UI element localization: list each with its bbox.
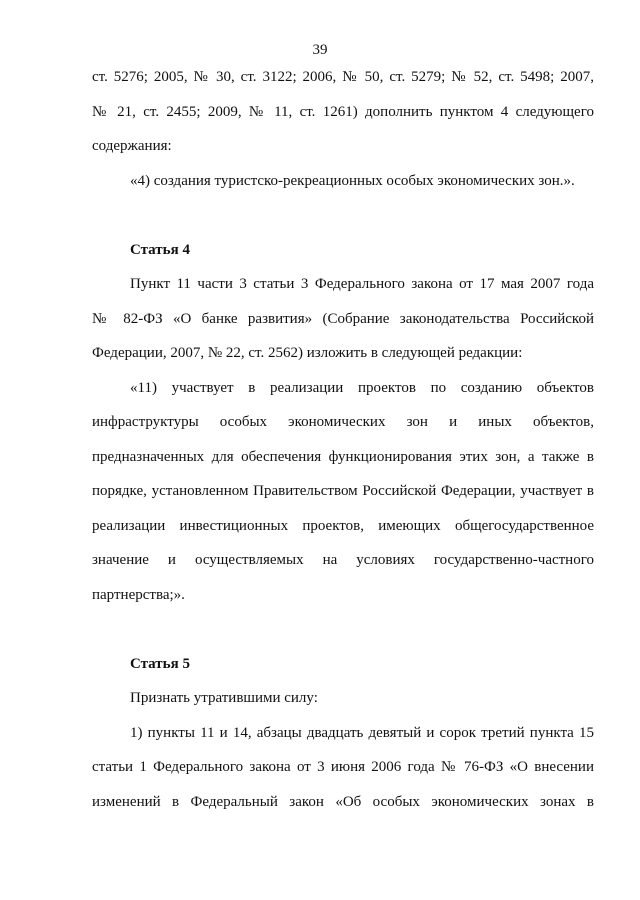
text-line: 1) пункты 11 и 14, абзацы двадцать девятый и сорок третий пункта 15 xyxy=(130,724,594,741)
text-line: «4) создания туристско-рекреационных особых экономических зон.». xyxy=(130,172,575,189)
text-line: Федерации, 2007, № 22, ст. 2562) изложить в следующей редакции: xyxy=(92,345,523,361)
text-line: Признать утратившими силу: xyxy=(130,690,318,706)
text-line: ст. 5276; 2005, № 30, ст. 3122; 2006, № 50, ст. 5279; № 52, ст. 5498; 2007, xyxy=(92,69,594,85)
text-line: изменений в Федеральный закон «Об особых экономических зонах в xyxy=(92,793,594,810)
article-4-heading: Статья 4 xyxy=(130,241,190,258)
text-line: Пункт 11 части 3 статьи 3 Федерального закона от 17 мая 2007 года xyxy=(130,276,594,292)
text-line: порядке, установленном Правительством Российской Федерации, участвует в xyxy=(92,483,594,499)
text-line: № 21, ст. 2455; 2009, № 11, ст. 1261) дополнить пунктом 4 следующего xyxy=(92,103,594,120)
page-number: 39 xyxy=(312,42,328,58)
text-line: значение и осуществляемых на условиях государственно-частного xyxy=(92,552,594,568)
text-line: статьи 1 Федерального закона от 3 июня 2006 года № 76-ФЗ «О внесении xyxy=(92,759,594,775)
text-line: № 82-ФЗ «О банке развития» (Собрание законодательства Российской xyxy=(92,310,594,327)
text-line: партнерства;». xyxy=(92,586,185,603)
text-line: «11) участвует в реализации проектов по созданию объектов xyxy=(130,379,594,396)
spacer xyxy=(92,612,594,647)
text-line: предназначенных для обеспечения функционирования этих зон, а также в xyxy=(92,448,594,465)
document-body xyxy=(92,60,594,819)
article-5-heading: Статья 5 xyxy=(130,655,190,672)
text-line: инфраструктуры особых экономических зон и иных объектов, xyxy=(92,414,594,430)
text-line: содержания: xyxy=(92,138,172,154)
text-line: реализации инвестиционных проектов, имеющих общегосударственное xyxy=(92,517,594,534)
spacer xyxy=(92,198,594,233)
